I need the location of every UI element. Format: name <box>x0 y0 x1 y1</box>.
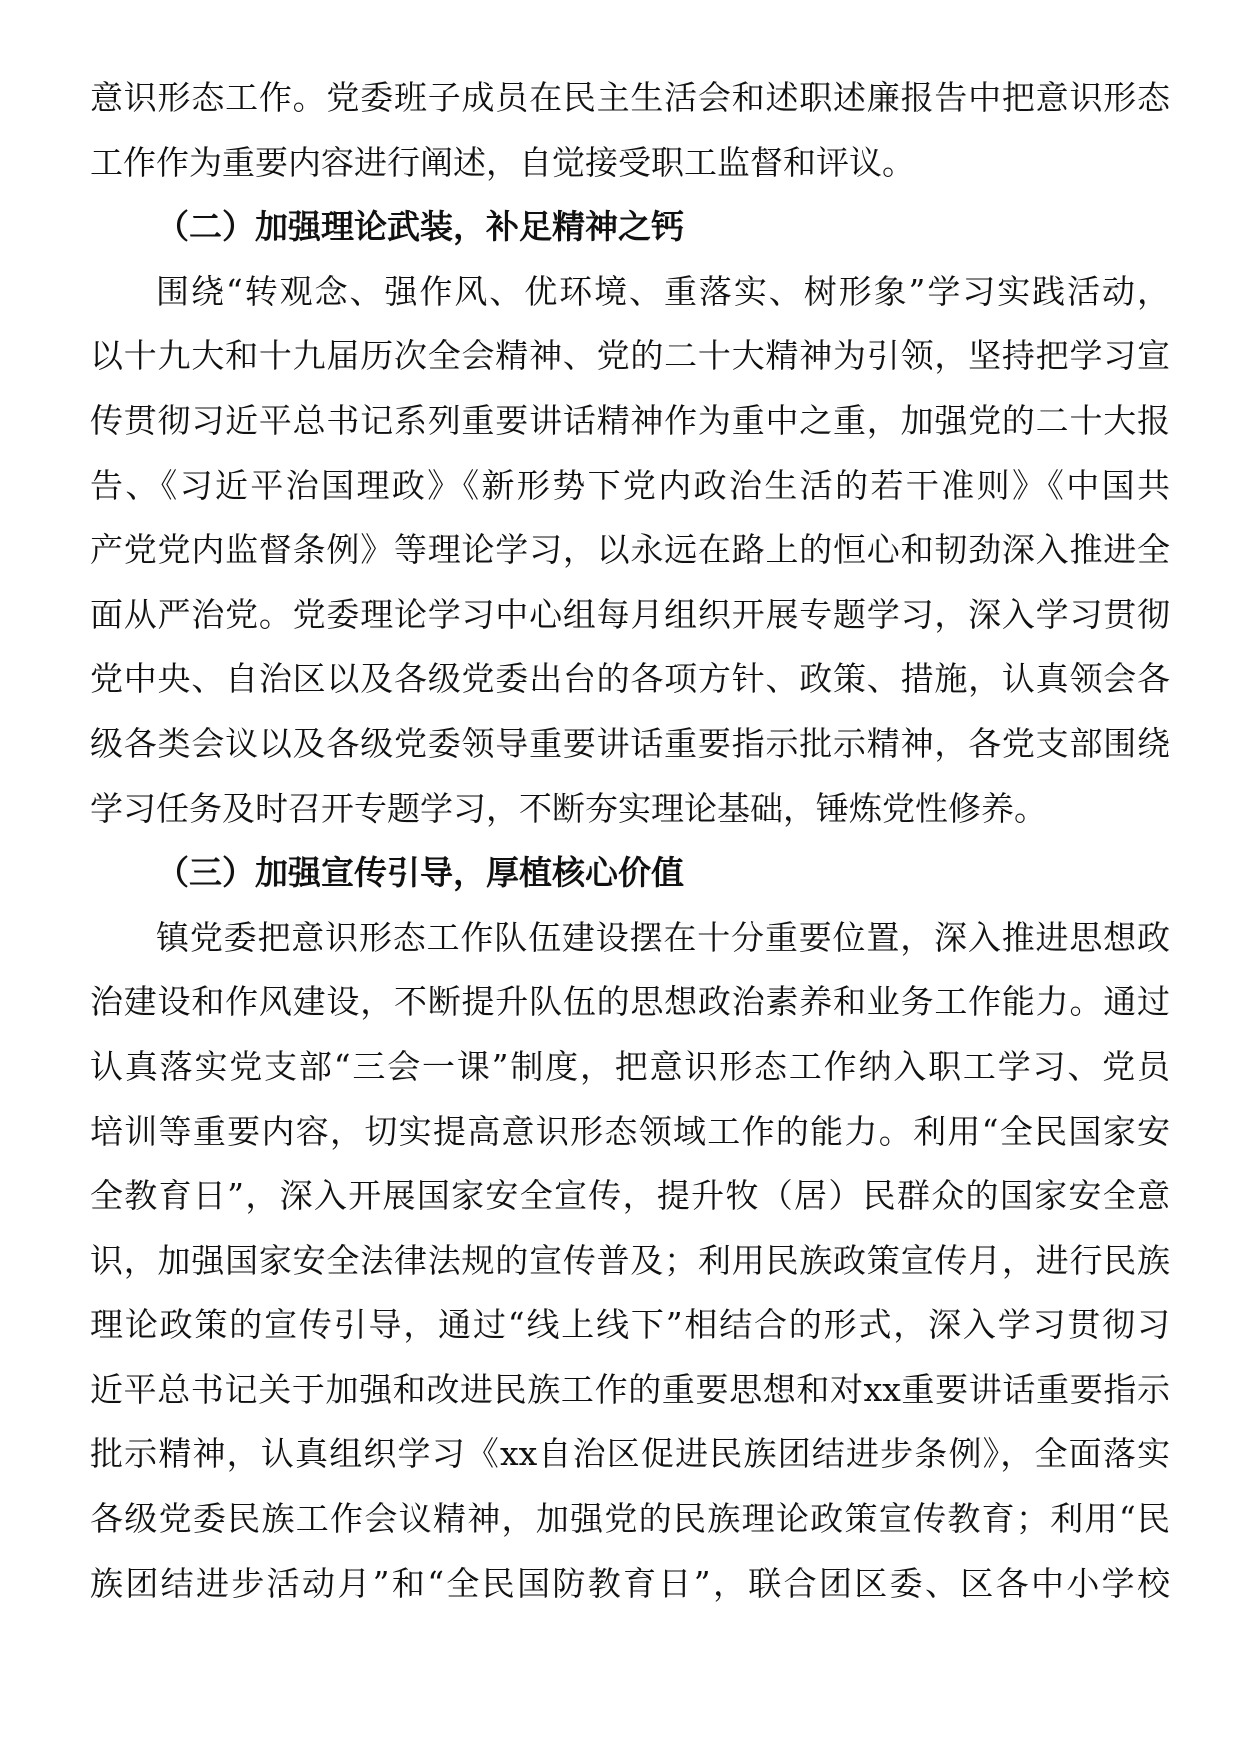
section-heading: （三）加强宣传引导，厚植核心价值 <box>156 853 684 893</box>
paragraph-line: 培训等重要内容，切实提高意识形态领域工作的能力。利用“全民国家安 <box>90 1111 1170 1151</box>
paragraph-line: 围绕“转观念、强作风、优环境、重落实、树形象”学习实践活动， <box>156 271 1170 311</box>
paragraph-line: 治建设和作风建设，不断提升队伍的思想政治素养和业务工作能力。通过 <box>90 982 1170 1022</box>
paragraph-line: 全教育日”，深入开展国家安全宣传，提升牧（居）民群众的国家安全意 <box>90 1176 1170 1216</box>
paragraph-line: 近平总书记关于加强和改进民族工作的重要思想和对xx重要讲话重要指示 <box>90 1369 1170 1409</box>
paragraph-line: 级各类会议以及各级党委领导重要讲话重要指示批示精神，各党支部围绕 <box>90 723 1170 763</box>
paragraph-line: 党中央、自治区以及各级党委出台的各项方针、政策、措施，认真领会各 <box>90 659 1170 699</box>
paragraph-line: 族团结进步活动月”和“全民国防教育日”，联合团区委、区各中小学校 <box>90 1563 1170 1603</box>
paragraph-line: 认真落实党支部“三会一课”制度，把意识形态工作纳入职工学习、党员 <box>90 1046 1170 1086</box>
paragraph-line: 意识形态工作。党委班子成员在民主生活会和述职述廉报告中把意识形态 <box>90 78 1170 117</box>
paragraph-line: 批示精神，认真组织学习《xx自治区促进民族团结进步条例》，全面落实 <box>90 1434 1170 1474</box>
paragraph-line: 识，加强国家安全法律法规的宣传普及；利用民族政策宣传月，进行民族 <box>90 1240 1170 1280</box>
paragraph-line: 镇党委把意识形态工作队伍建设摆在十分重要位置，深入推进思想政 <box>156 917 1170 957</box>
paragraph-line: 产党党内监督条例》等理论学习，以永远在路上的恒心和韧劲深入推进全 <box>90 530 1170 570</box>
section-heading: （二）加强理论武装，补足精神之钙 <box>156 207 684 247</box>
paragraph-line: 以十九大和十九届历次全会精神、党的二十大精神为引领，坚持把学习宣 <box>90 336 1170 376</box>
paragraph-line: 各级党委民族工作会议精神，加强党的民族理论政策宣传教育；利用“民 <box>90 1499 1170 1539</box>
paragraph-line: 面从严治党。党委理论学习中心组每月组织开展专题学习，深入学习贯彻 <box>90 594 1170 634</box>
document-body <box>90 66 1170 1616</box>
paragraph-line: 告、《习近平治国理政》《新形势下党内政治生活的若干准则》《中国共 <box>90 465 1170 505</box>
paragraph-line: 学习任务及时召开专题学习，不断夯实理论基础，锤炼党性修养。 <box>90 788 1047 828</box>
paragraph-line: 传贯彻习近平总书记系列重要讲话精神作为重中之重，加强党的二十大报 <box>90 400 1170 440</box>
paragraph-line: 理论政策的宣传引导，通过“线上线下”相结合的形式，深入学习贯彻习 <box>90 1305 1170 1345</box>
paragraph-line: 工作作为重要内容进行阐述，自觉接受职工监督和评议。 <box>90 142 915 182</box>
